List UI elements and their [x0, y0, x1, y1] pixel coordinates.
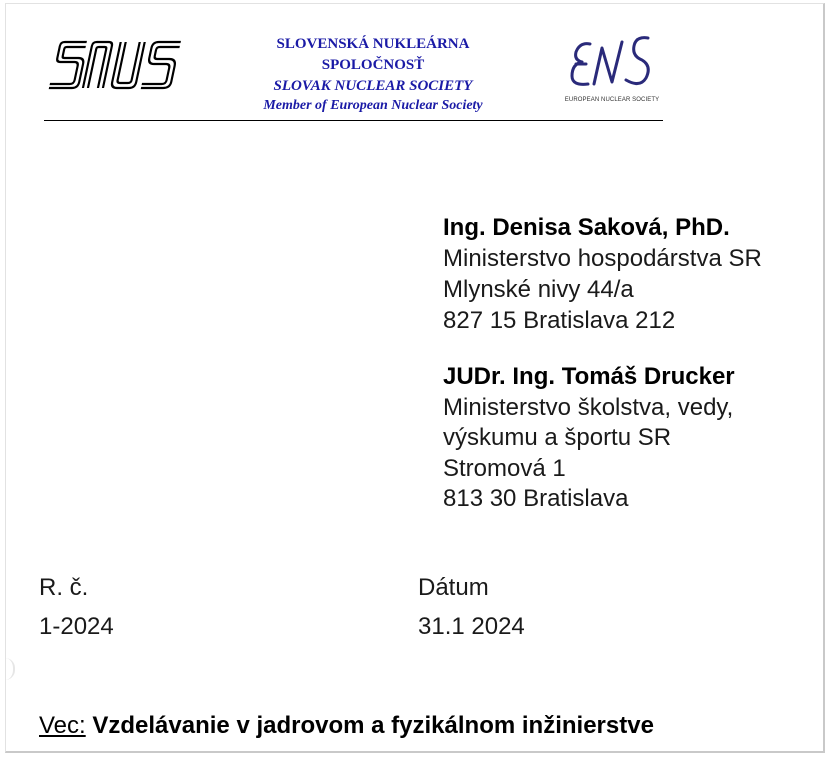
snus-logo	[48, 36, 186, 90]
recipient-name: JUDr. Ing. Tomáš Drucker	[443, 363, 735, 390]
recipient-line: výskumu a športu SR	[443, 424, 672, 451]
org-membership: Member of European Nuclear Society	[263, 98, 483, 113]
org-name-english: SLOVAK NUCLEAR SOCIETY	[273, 78, 473, 94]
recipient-line: 813 30 Bratislava	[443, 485, 629, 512]
recipient-line: 827 15 Bratislava 212	[443, 307, 676, 334]
reference-label: R. č.	[39, 574, 89, 601]
ens-caption: EUROPEAN NUCLEAR SOCIETY	[564, 97, 660, 103]
date-label: Dátum	[418, 574, 489, 601]
organization-name	[218, 34, 528, 115]
recipient-line: Stromová 1	[443, 454, 566, 482]
letterhead-divider	[44, 120, 663, 121]
subject-text: Vzdelávanie v jadrovom a fyzikálnom inžinierstve	[92, 712, 654, 739]
org-name-line-1: SLOVENSKÁ NUKLEÁRNA	[276, 36, 470, 52]
org-name-line-2: SPOLOČNOSŤ	[321, 57, 425, 73]
recipient-line: Ministerstvo hospodárstva SR	[443, 245, 762, 272]
recipient-block-2	[443, 362, 735, 515]
recipient-line: Mlynské nivy 44/a	[443, 276, 634, 303]
letterhead	[0, 0, 832, 130]
reference-value: 1-2024	[39, 613, 114, 640]
date-value: 31.1 2024	[418, 613, 525, 640]
subject-label: Vec:	[39, 712, 86, 739]
recipient-line: Ministerstvo školstva, vedy,	[443, 393, 734, 421]
subject-line	[39, 712, 654, 740]
recipient-name: Ing. Denisa Saková, PhD.	[443, 214, 730, 241]
recipient-block-1	[443, 212, 762, 336]
